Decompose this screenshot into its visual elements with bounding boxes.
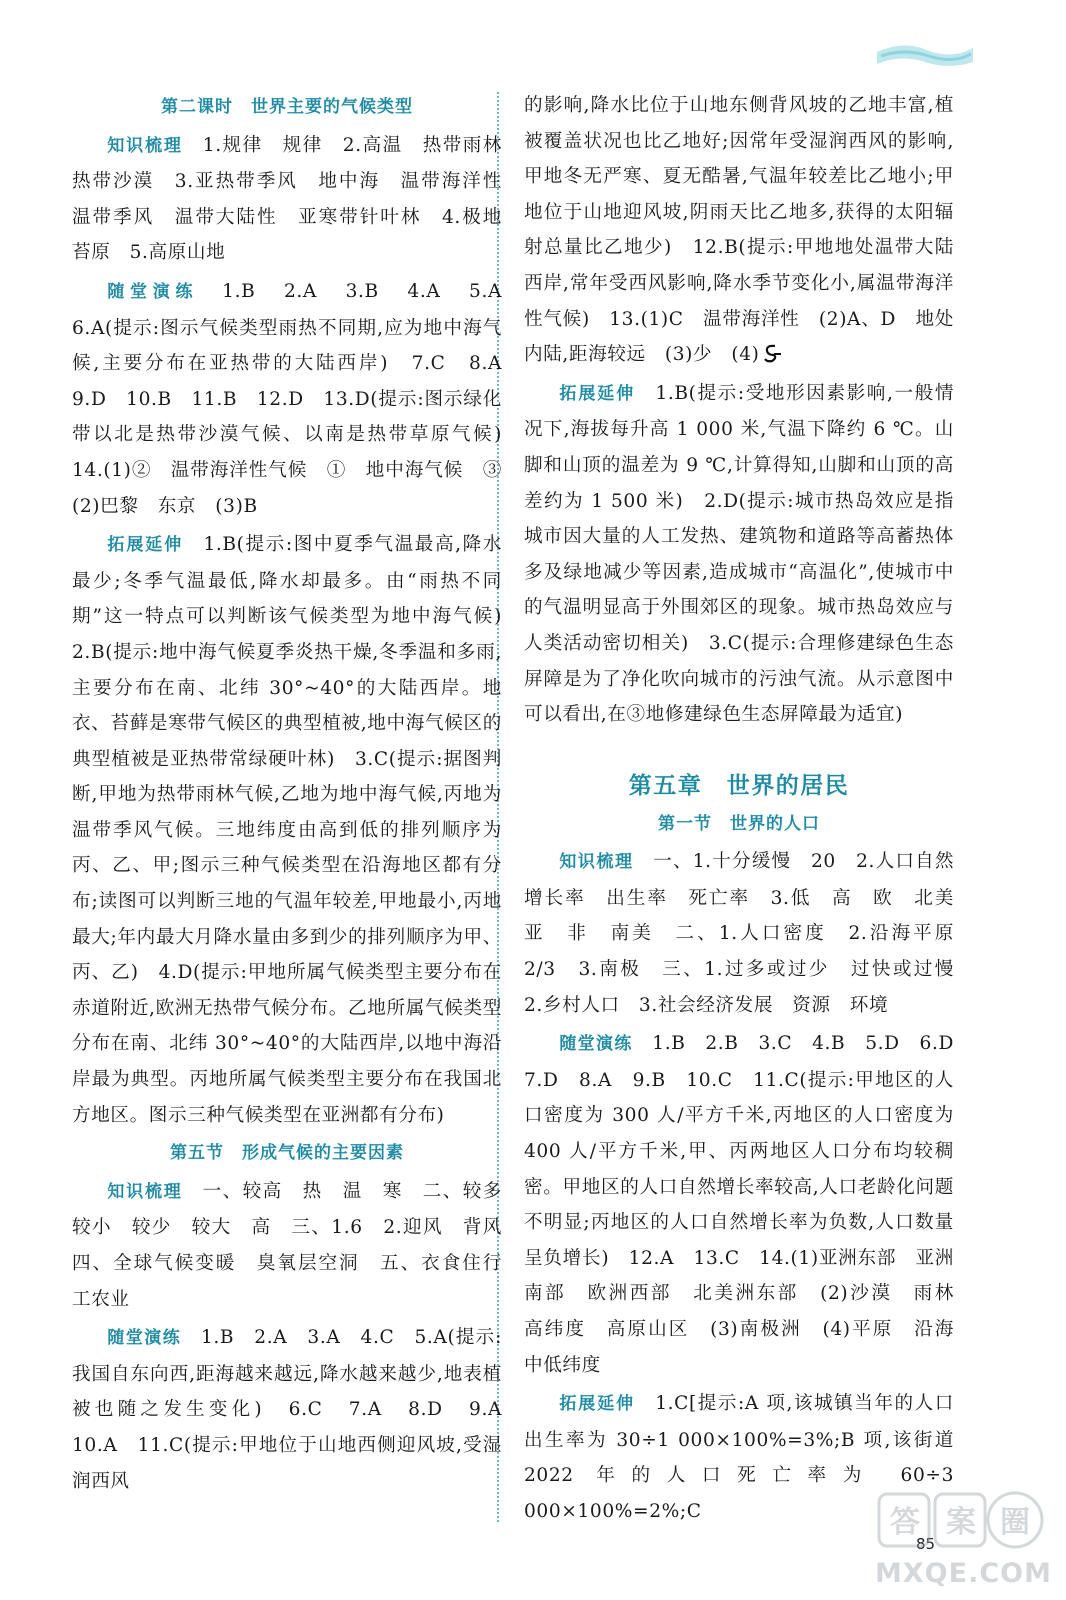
answer-text: 1.B 2.A 3.A 4.C 5.A(提示:我国自东向西,距海越来越远,降水越来越少,地表植被也随之发生变化) 6.C 7.A 8.D 9.A 10.A 11.C(提示:甲地位于山地西侧迎风坡,受湿润西风 [72, 1327, 522, 1492]
section-label: 知识梳理 [107, 1181, 183, 1202]
section-label: 随堂演练 [559, 1034, 633, 1055]
watermark-logo [865, 1488, 1055, 1593]
section-label: 知识梳理 [559, 852, 634, 873]
section-label: 拓展延伸 [559, 383, 636, 404]
answer-text: 1.C[提示:A 项,该城镇当年的人口出生率为 30÷1 000×100%=3%;B 项,该街道 2022 年的人口死亡率为 60÷3 000×100%=2%;C [524, 1393, 954, 1522]
section-label: 随堂演练 [107, 281, 199, 302]
answer-paragraph [524, 844, 974, 1023]
section-label: 拓展延伸 [107, 535, 184, 556]
answer-text: 1.B(提示:图中夏季气温最高,降水最少;冬季气温最低,降水却最多。由“雨热不同期”这一特点可以判断该气候类型为地中海气候) 2.B(提示:地中海气候夏季炎热干燥,冬季温和多雨,主要分布在南、北纬 30°~40°的大陆西岸。地衣、苔藓是寒带气候区的典型植被,地中海气候区的典型植被是亚热带常绿硬叶林) 3.C(提示:据图判断,甲地为热带雨林气候,乙地为地中海气候,丙地为温带季风气候。三地纬度由高到低的排列顺序为丙、乙、甲;图示三种气候类型在沿海地区都有分布;读图可以判断三地的气温年较差,甲地最小,丙地最大;年内最大月降水量由多到少的排列顺序为甲、丙、乙) 4.D(提示:甲地所属气候类型主要分布在赤道附近,欧洲无热带气候分布。乙地所属气候类型分布在南、北纬 30°~40°的大陆西岸,以地中海沿岸最为典型。丙地所属气候类型主要分布在我国北方地区。图示三种气候类型在亚洲都有分布) [72, 534, 522, 1126]
answer-paragraph [72, 274, 522, 524]
right-column [524, 88, 974, 1533]
answer-paragraph [72, 128, 522, 271]
answer-text: 1.B(提示:受地形因素影响,一般情况下,海拔每升高 1 000 米,气温下降约 6 ℃。山脚和山顶的温差为 9 ℃,计算得知,山脚和山顶的高差约为 1 500 米) 2.D(提示:城市热岛效应是指城市因大量的人工发热、建筑物和道路等高蓄热体多及绿地减少等因素,造成城市“高温化”,使城市中的气温明显高于外围郊区的现象。城市热岛效应与人类活动密切相关) 3.C(提示:合理修建绿色生态屏障是为了净化吹向城市的污浊气流。从示意图中可以看出,在③地修建绿色生态屏障最为适宜) [524, 382, 955, 726]
answer-paragraph [72, 1174, 522, 1317]
answer-paragraph [524, 376, 954, 733]
svg-text:圈: 圈 [1000, 1505, 1030, 1540]
svg-text:答: 答 [890, 1505, 920, 1540]
page-number: 85 [916, 1535, 936, 1553]
answer-paragraph [524, 1026, 974, 1383]
section-label: 知识梳理 [107, 135, 183, 156]
svg-text:案: 案 [946, 1505, 976, 1540]
chapter-title: 第五章 世界的居民 [628, 772, 850, 799]
answer-paragraph [72, 1320, 522, 1499]
svg-text:MXQE.COM: MXQE.COM [875, 1558, 1052, 1589]
answer-text: 1.B 2.A 3.B 4.A 5.A 6.A(提示:图示气候类型雨热不同期,应为地中海气候,主要分布在亚热带的大陆西岸) 7.C 8.A 9.D 10.B 11.B 12.D 13.D(提示:图示绿化带以北是热带沙漠气候、以南是热带草原气候) 14.(1)② 温带海洋性气候 ① 地中海气候 ③ (2)巴黎 东京 (3)B [72, 280, 522, 517]
answer-text: 1.规律 规律 2.高温 热带雨林 热带沙漠 3.亚热带季风 地中海 温带海洋性 温带季风 温带大陆性 亚寒带针叶林 4.极地 苔原 5.高原山地 [72, 134, 522, 264]
answer-text: 一、1.十分缓慢 20 2.人口自然增长率 出生率 死亡率 3.低 高 欧 北美 亚 非 南美 二、1.人口密度 2.沿海平原 2/3 3.南极 三、1.过多或过少 过快或过慢 2.乡村人口 3.社会经济发展 资源 环境 [524, 851, 974, 1016]
left-column [72, 88, 522, 1502]
answer-text: 1.B 2.B 3.C 4.B 5.D 6.D 7.D 8.A 9.B 10.C 11.C(提示:甲地区的人口密度为 300 人/平方千米,丙地区的人口密度为 400 人/平方千米,甲、丙两地区人口分布均较稠密。甲地区的人口自然增长率较高,人口老龄化问题不明显;丙地区的人口自然增长率为负数,人口数量呈负增长) 12.A 13.C 14.(1)亚洲东部 亚洲南部 欧洲西部 北美洲东部 (2)沙漠 雨林 高纬度 高原山区 (3)南极洲 (4)平原 沿海 中低纬度 [524, 1033, 974, 1376]
answer-text: 一、较高 热 温 寒 二、较多 较小 较少 较大 高 三、1.6 2.迎风 背风 四、全球气候变暖 臭氧层空洞 五、衣食住行 工农业 [72, 1180, 522, 1310]
section-title: 第二课时 世界主要的气候类型 [161, 97, 413, 117]
answer-text: 的影响,降水比位于山地东侧背风坡的乙地丰富,植被覆盖状况也比乙地好;因常年受湿润西风的影响,甲地冬无严寒、夏无酷暑,气温年较差比乙地小;甲地位于山地迎风坡,阴雨天比乙地多,获得的太阳辐射总量比乙地少) 12.B(提示:甲地地处温带大陆西岸,常年受西风影响,降水季节变化小,属温带海洋性气候) 13.(1)C 温带海洋性 (2)A、D 地处内陆,距海较远 (3)少 (4) [524, 95, 954, 366]
section-title: 第一节 世界的人口 [658, 813, 820, 834]
wind-symbol-icon [760, 342, 782, 364]
section-label: 随堂演练 [107, 1328, 182, 1349]
section-label: 拓展延伸 [559, 1394, 636, 1415]
decorative-wave-icon [875, 38, 975, 74]
answer-paragraph [72, 527, 522, 1133]
section-title: 第五节 形成气候的主要因素 [170, 1143, 404, 1164]
answer-paragraph [524, 88, 954, 373]
